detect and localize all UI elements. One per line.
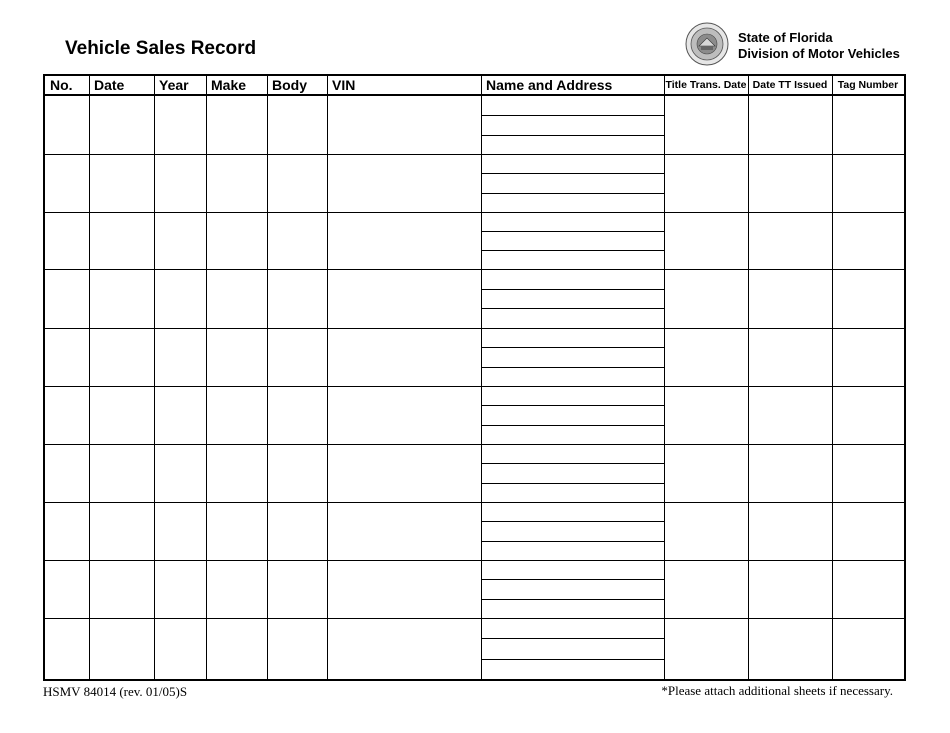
cell-no[interactable]: [45, 269, 89, 328]
cell-year[interactable]: [154, 444, 206, 502]
cell-no[interactable]: [45, 154, 89, 212]
name-address-field[interactable]: [483, 638, 662, 658]
cell-make[interactable]: [206, 96, 267, 154]
cell-vin[interactable]: [327, 96, 481, 154]
table-header-row: [45, 76, 904, 96]
cell-tag-number[interactable]: [832, 212, 904, 269]
name-address-field[interactable]: [483, 173, 662, 192]
cell-year[interactable]: [154, 212, 206, 269]
name-address-field[interactable]: [483, 328, 662, 347]
cell-vin[interactable]: [327, 444, 481, 502]
cell-make[interactable]: [206, 154, 267, 212]
cell-body[interactable]: [267, 212, 327, 269]
name-address-field[interactable]: [483, 659, 662, 679]
name-address-field[interactable]: [483, 212, 662, 231]
name-address-field[interactable]: [483, 347, 662, 366]
form-title: Vehicle Sales Record: [65, 38, 257, 59]
name-address-field[interactable]: [483, 269, 662, 289]
name-address-field[interactable]: [483, 289, 662, 309]
florida-seal-icon: [685, 22, 729, 66]
name-address-field[interactable]: [483, 386, 662, 405]
cell-date[interactable]: [89, 444, 154, 502]
cell-title-trans-date[interactable]: [664, 328, 748, 386]
cell-title-trans-date[interactable]: [664, 618, 748, 679]
cell-no[interactable]: [45, 96, 89, 154]
column-header-no: No.: [50, 77, 73, 93]
cell-date-tt-issued[interactable]: [748, 618, 832, 679]
column-header-vin: VIN: [332, 77, 356, 93]
name-address-field[interactable]: [483, 541, 662, 560]
cell-date-tt-issued[interactable]: [748, 269, 832, 328]
name-address-field[interactable]: [483, 444, 662, 463]
agency-state: State of Florida: [738, 30, 833, 45]
column-header-year: Year: [159, 77, 189, 93]
name-address-field[interactable]: [483, 115, 662, 134]
agency-division: Division of Motor Vehicles: [738, 46, 900, 61]
cell-date-tt-issued[interactable]: [748, 444, 832, 502]
cell-tag-number[interactable]: [832, 386, 904, 444]
cell-date-tt-issued[interactable]: [748, 96, 832, 154]
cell-vin[interactable]: [327, 154, 481, 212]
cell-make[interactable]: [206, 502, 267, 560]
attach-note: *Please attach additional sheets if necessary.: [661, 683, 893, 698]
cell-vin[interactable]: [327, 269, 481, 328]
cell-date[interactable]: [89, 502, 154, 560]
cell-tag-number[interactable]: [832, 269, 904, 328]
name-address-field[interactable]: [483, 560, 662, 579]
cell-no[interactable]: [45, 212, 89, 269]
name-address-field[interactable]: [483, 367, 662, 386]
cell-year[interactable]: [154, 618, 206, 679]
name-address-field[interactable]: [483, 483, 662, 502]
column-header-title-trans-date: Title Trans. Date: [665, 79, 747, 91]
cell-make[interactable]: [206, 560, 267, 618]
cell-body[interactable]: [267, 96, 327, 154]
cell-make[interactable]: [206, 618, 267, 679]
cell-year[interactable]: [154, 328, 206, 386]
cell-no[interactable]: [45, 386, 89, 444]
cell-no[interactable]: [45, 618, 89, 679]
cell-date[interactable]: [89, 154, 154, 212]
column-header-date-tt-issued: Date TT Issued: [752, 79, 828, 91]
name-address-field[interactable]: [483, 579, 662, 598]
cell-date[interactable]: [89, 328, 154, 386]
cell-body[interactable]: [267, 502, 327, 560]
cell-title-trans-date[interactable]: [664, 444, 748, 502]
cell-title-trans-date[interactable]: [664, 269, 748, 328]
cell-title-trans-date[interactable]: [664, 212, 748, 269]
column-header-body: Body: [272, 77, 307, 93]
cell-tag-number[interactable]: [832, 618, 904, 679]
cell-make[interactable]: [206, 269, 267, 328]
cell-title-trans-date[interactable]: [664, 386, 748, 444]
cell-tag-number[interactable]: [832, 502, 904, 560]
cell-body[interactable]: [267, 618, 327, 679]
name-address-field[interactable]: [483, 193, 662, 212]
cell-body[interactable]: [267, 328, 327, 386]
cell-title-trans-date[interactable]: [664, 560, 748, 618]
cell-make[interactable]: [206, 444, 267, 502]
cell-date[interactable]: [89, 269, 154, 328]
name-address-field[interactable]: [483, 154, 662, 173]
column-header-name-address: Name and Address: [486, 77, 613, 93]
name-address-field[interactable]: [483, 250, 662, 269]
cell-no[interactable]: [45, 560, 89, 618]
column-header-make: Make: [211, 77, 247, 93]
cell-year[interactable]: [154, 502, 206, 560]
name-address-field[interactable]: [483, 463, 662, 482]
agency-block: [738, 30, 900, 62]
cell-date[interactable]: [89, 618, 154, 679]
cell-no[interactable]: [45, 502, 89, 560]
cell-tag-number[interactable]: [832, 154, 904, 212]
cell-body[interactable]: [267, 386, 327, 444]
cell-vin[interactable]: [327, 328, 481, 386]
cell-vin[interactable]: [327, 386, 481, 444]
cell-date[interactable]: [89, 212, 154, 269]
cell-body[interactable]: [267, 154, 327, 212]
name-address-field[interactable]: [483, 96, 662, 115]
name-address-field[interactable]: [483, 135, 662, 154]
cell-date[interactable]: [89, 386, 154, 444]
cell-year[interactable]: [154, 154, 206, 212]
cell-date-tt-issued[interactable]: [748, 154, 832, 212]
cell-vin[interactable]: [327, 618, 481, 679]
cell-vin[interactable]: [327, 502, 481, 560]
cell-tag-number[interactable]: [832, 96, 904, 154]
cell-date-tt-issued[interactable]: [748, 560, 832, 618]
cell-date[interactable]: [89, 560, 154, 618]
cell-title-trans-date[interactable]: [664, 96, 748, 154]
cell-year[interactable]: [154, 269, 206, 328]
cell-vin[interactable]: [327, 212, 481, 269]
cell-date-tt-issued[interactable]: [748, 328, 832, 386]
cell-body[interactable]: [267, 269, 327, 328]
cell-no[interactable]: [45, 444, 89, 502]
cell-make[interactable]: [206, 328, 267, 386]
cell-tag-number[interactable]: [832, 444, 904, 502]
cell-date-tt-issued[interactable]: [748, 212, 832, 269]
cell-body[interactable]: [267, 560, 327, 618]
name-address-field[interactable]: [483, 521, 662, 540]
name-address-field[interactable]: [483, 618, 662, 638]
name-address-field[interactable]: [483, 599, 662, 618]
cell-title-trans-date[interactable]: [664, 154, 748, 212]
cell-date-tt-issued[interactable]: [748, 502, 832, 560]
name-address-field[interactable]: [483, 231, 662, 250]
cell-title-trans-date[interactable]: [664, 502, 748, 560]
name-address-field[interactable]: [483, 405, 662, 424]
form-number: HSMV 84014 (rev. 01/05)S: [43, 684, 188, 699]
cell-tag-number[interactable]: [832, 328, 904, 386]
cell-body[interactable]: [267, 444, 327, 502]
cell-year[interactable]: [154, 386, 206, 444]
sales-record-table: [43, 74, 906, 681]
cell-year[interactable]: [154, 560, 206, 618]
column-header-tag-number: Tag Number: [837, 79, 899, 91]
name-address-field[interactable]: [483, 425, 662, 444]
cell-no[interactable]: [45, 328, 89, 386]
cell-date[interactable]: [89, 96, 154, 154]
cell-year[interactable]: [154, 96, 206, 154]
column-header-date: Date: [94, 77, 125, 93]
cell-make[interactable]: [206, 212, 267, 269]
cell-tag-number[interactable]: [832, 560, 904, 618]
cell-date-tt-issued[interactable]: [748, 386, 832, 444]
name-address-field[interactable]: [483, 308, 662, 328]
cell-vin[interactable]: [327, 560, 481, 618]
name-address-field[interactable]: [483, 502, 662, 521]
cell-make[interactable]: [206, 386, 267, 444]
